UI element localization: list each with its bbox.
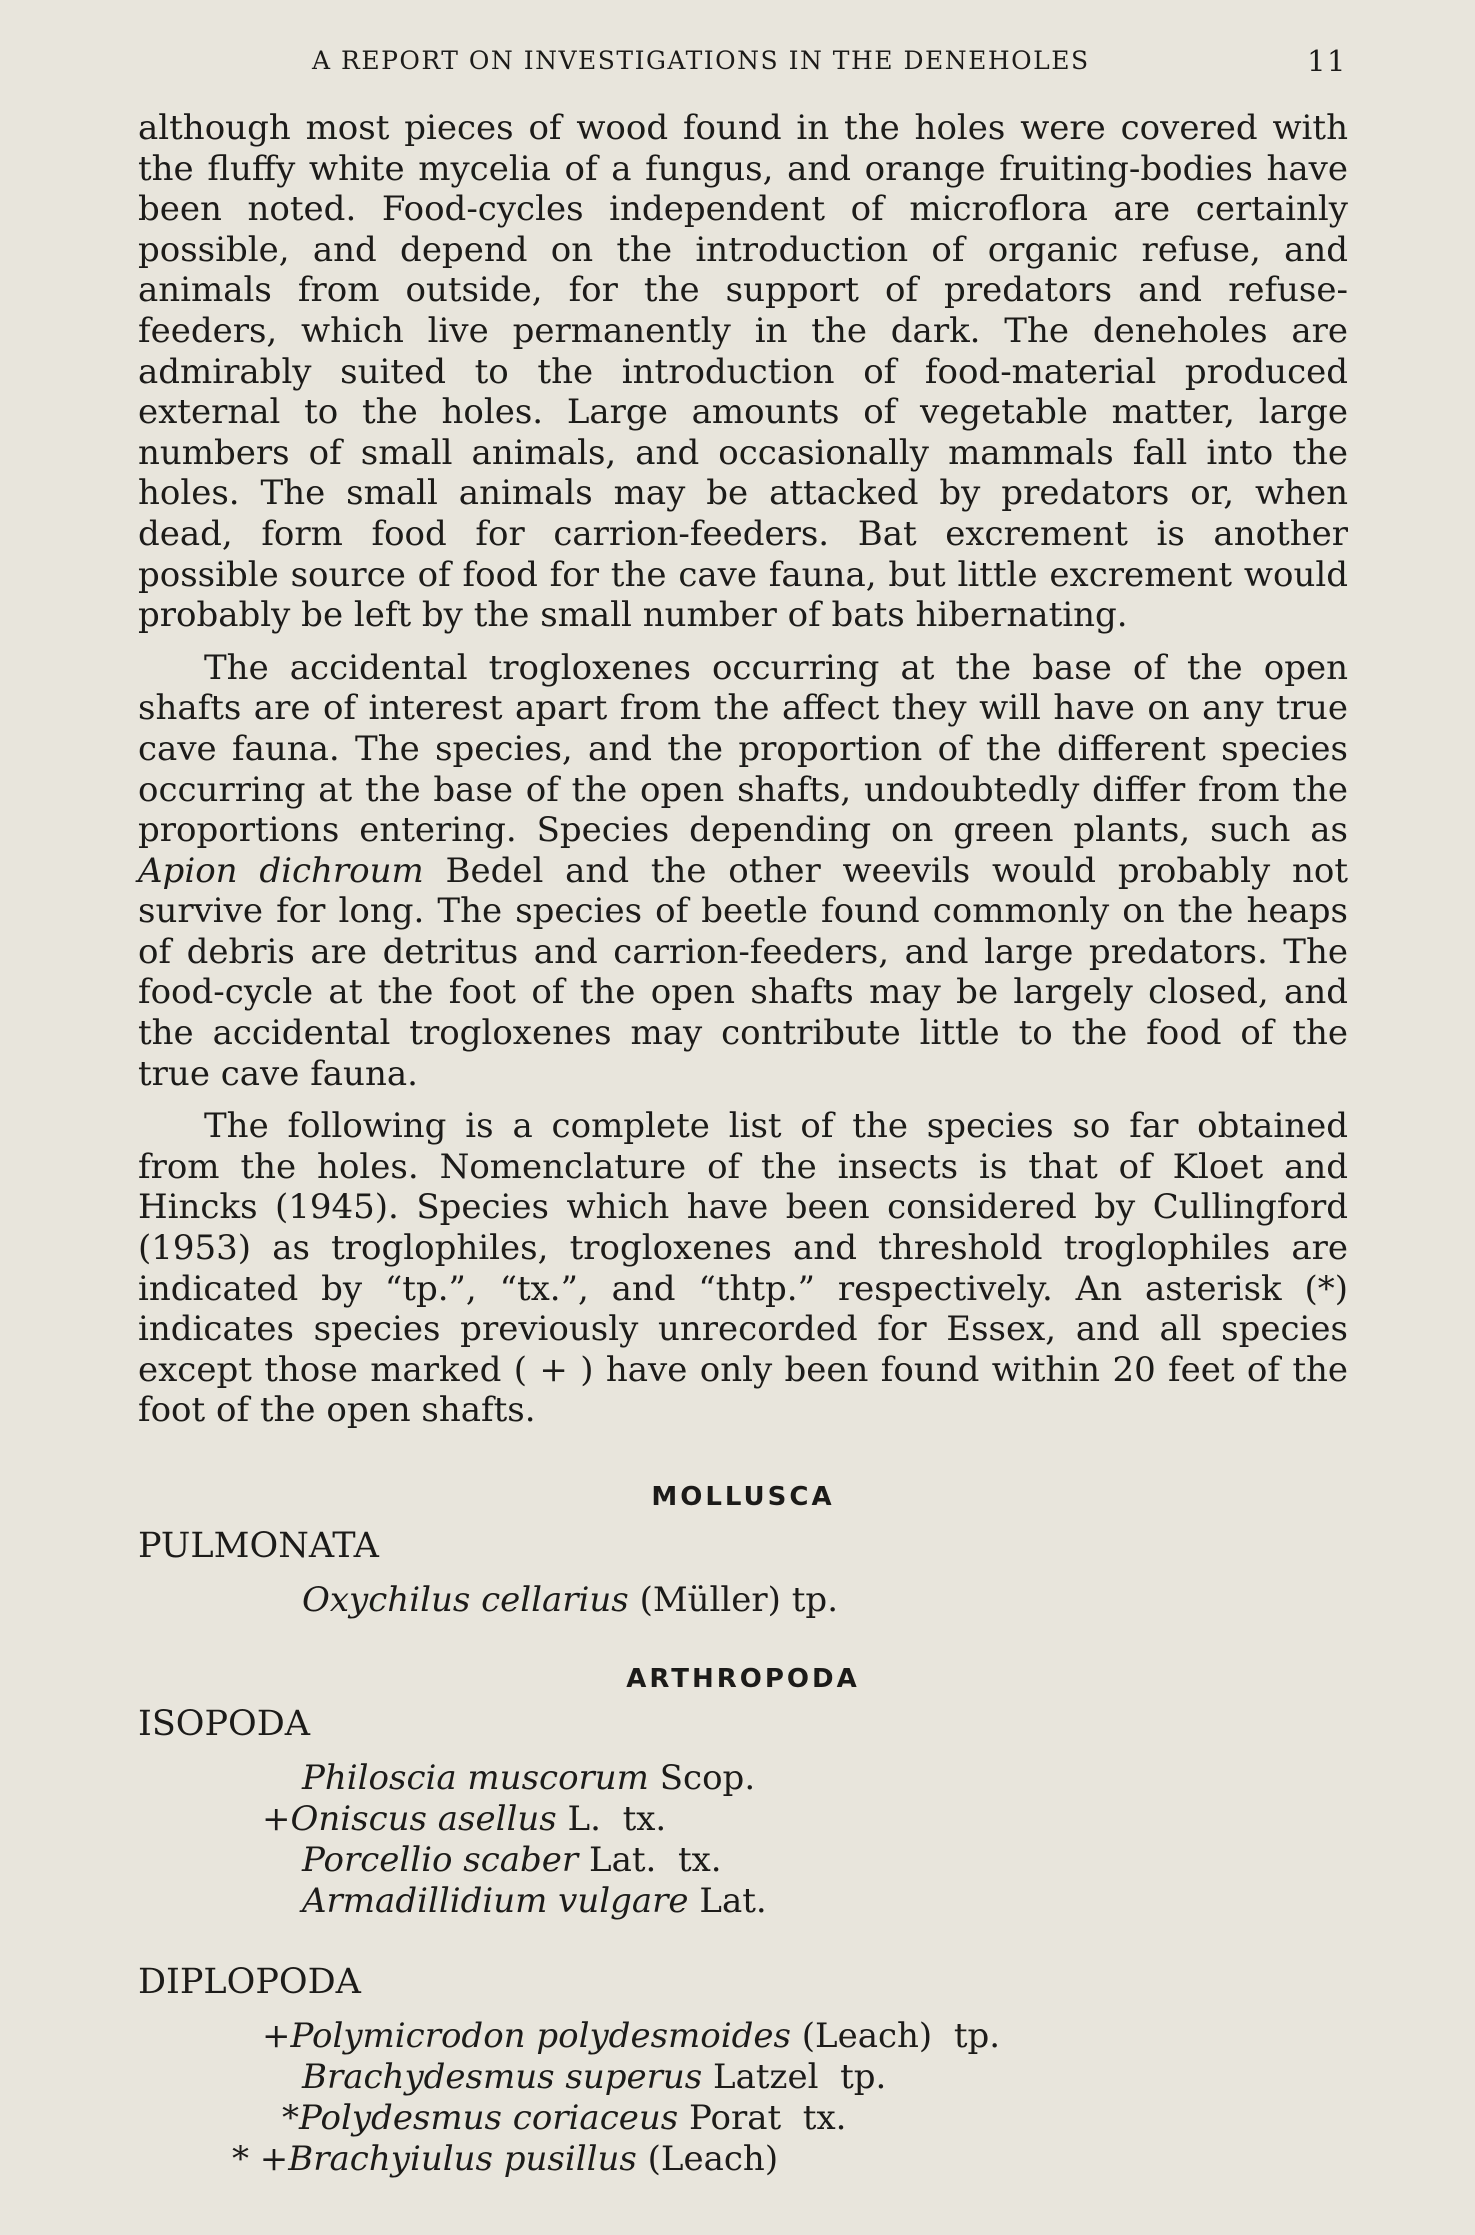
species-name: Polymicrodon polydesmoides [290,2016,791,2056]
paragraph-1: although most pieces of wood found in the holes were covered with the fluffy white mycelia of a fungus, and orange fruiting-bodies have been noted. Food-cycles independent of microflora are certainly possible, and depend on the introduction of organic refuse, and animals from outside, for the support of predators and refuse-feeders, which live permanently in the dark. The deneholes are admirably suited to the introduction of food-material produced external to the holes. Large amounts of vegetable matter, large numbers of small animals, and occasionally mammals fall into the holes. The small animals may be attacked by predators or, when dead, form food for carrion-feeders. Bat excrement is another possible source of food for the cave fauna, but little excrement would probably be left by the small number of bats hibernating. [138,108,1348,636]
species-author: Scop. [659,1758,756,1798]
paragraph-2-species-name: Apion dichroum [138,850,424,891]
group-diplopoda: DIPLOPODA [138,1962,361,2002]
species-entry [232,2139,778,2179]
species-name: Brachyiulus pusillus [288,2139,637,2179]
species-name: Oniscus asellus [290,1799,557,1839]
species-entry [262,1799,666,1839]
species-author: (Müller) [639,1580,781,1620]
species-status: tp. [791,1580,839,1620]
species-entry [302,1758,755,1798]
species-status: tp. [953,2016,1001,2056]
body-text [138,108,1348,1443]
species-status: tx. [802,2098,847,2138]
heading-arthropoda: ARTHROPODA [626,1664,860,1694]
species-prefix: * [282,2098,299,2138]
species-name: Armadillidium vulgare [302,1881,689,1921]
species-name: Polydesmus coriaceus [299,2098,679,2138]
species-author: (Leach) [801,2016,933,2056]
species-status: tx. [677,1840,722,1880]
heading-mollusca: MOLLUSCA [651,1482,835,1512]
paragraph-3: The following is a complete list of the species so far obtained from the holes. Nomenclature of the insects is that of Kloet and Hincks (1945). Species which have been considered by Cullingford (1953) as troglophiles, trogloxenes and threshold troglophiles are indicated by “tp.”, “tx.”, and “thtp.” respectively. An asterisk (*) indicates species previously unrecorded for Essex, and all species except those marked ( + ) have only been found within 20 feet of the foot of the open shafts. [138,1106,1348,1431]
species-entry [302,1881,767,1921]
species-author: L. [567,1799,601,1839]
species-status: tx. [622,1799,667,1839]
paragraph-2-after: Bedel and the other weevils would probably not survive for long. The species of beetle found commonly on the heaps of debris are detritus and carrion-feeders, and large predators. The food-cycle at the foot of the open shafts may be largely closed, and the accidental trogloxenes may contribute little to the food of the true cave fauna. [138,850,1348,1094]
paragraph-2 [138,648,1348,1095]
paragraph-2-before: The accidental trogloxenes occurring at the base of the open shafts are of interest apart from the affect they will have on any true cave fauna. The species, and the proportion of the different species occurring at the base of the open shafts, undoubtedly differ from the proportions entering. Species depending on green plants, such as [138,647,1348,851]
species-name: Philoscia muscorum [302,1758,649,1798]
species-entry [302,1840,722,1880]
species-entry [262,2016,1000,2056]
page-number: 11 [1307,44,1347,78]
species-entry [282,2098,846,2138]
running-head [140,40,1347,80]
species-author: (Leach) [647,2139,779,2179]
group-isopoda: ISOPODA [138,1704,311,1744]
species-entry [302,2057,886,2097]
species-entry [302,1580,838,1620]
group-pulmonata: PULMONATA [138,1526,379,1566]
running-head-title: A REPORT ON INVESTIGATIONS IN THE DENEHOLES [312,46,1090,75]
species-name: Porcellio scaber [302,1840,579,1880]
species-author: Lat. [589,1840,657,1880]
species-prefix: * + [232,2139,289,2179]
species-author: Latzel [713,2057,819,2097]
species-prefix: + [262,2016,291,2056]
species-status: tp. [840,2057,887,2097]
species-name: Brachydesmus superus [302,2057,703,2097]
species-prefix: + [262,1799,291,1839]
species-author: Lat. [699,1881,767,1921]
species-name: Oxychilus cellarius [302,1580,629,1620]
species-author: Porat [689,2098,782,2138]
